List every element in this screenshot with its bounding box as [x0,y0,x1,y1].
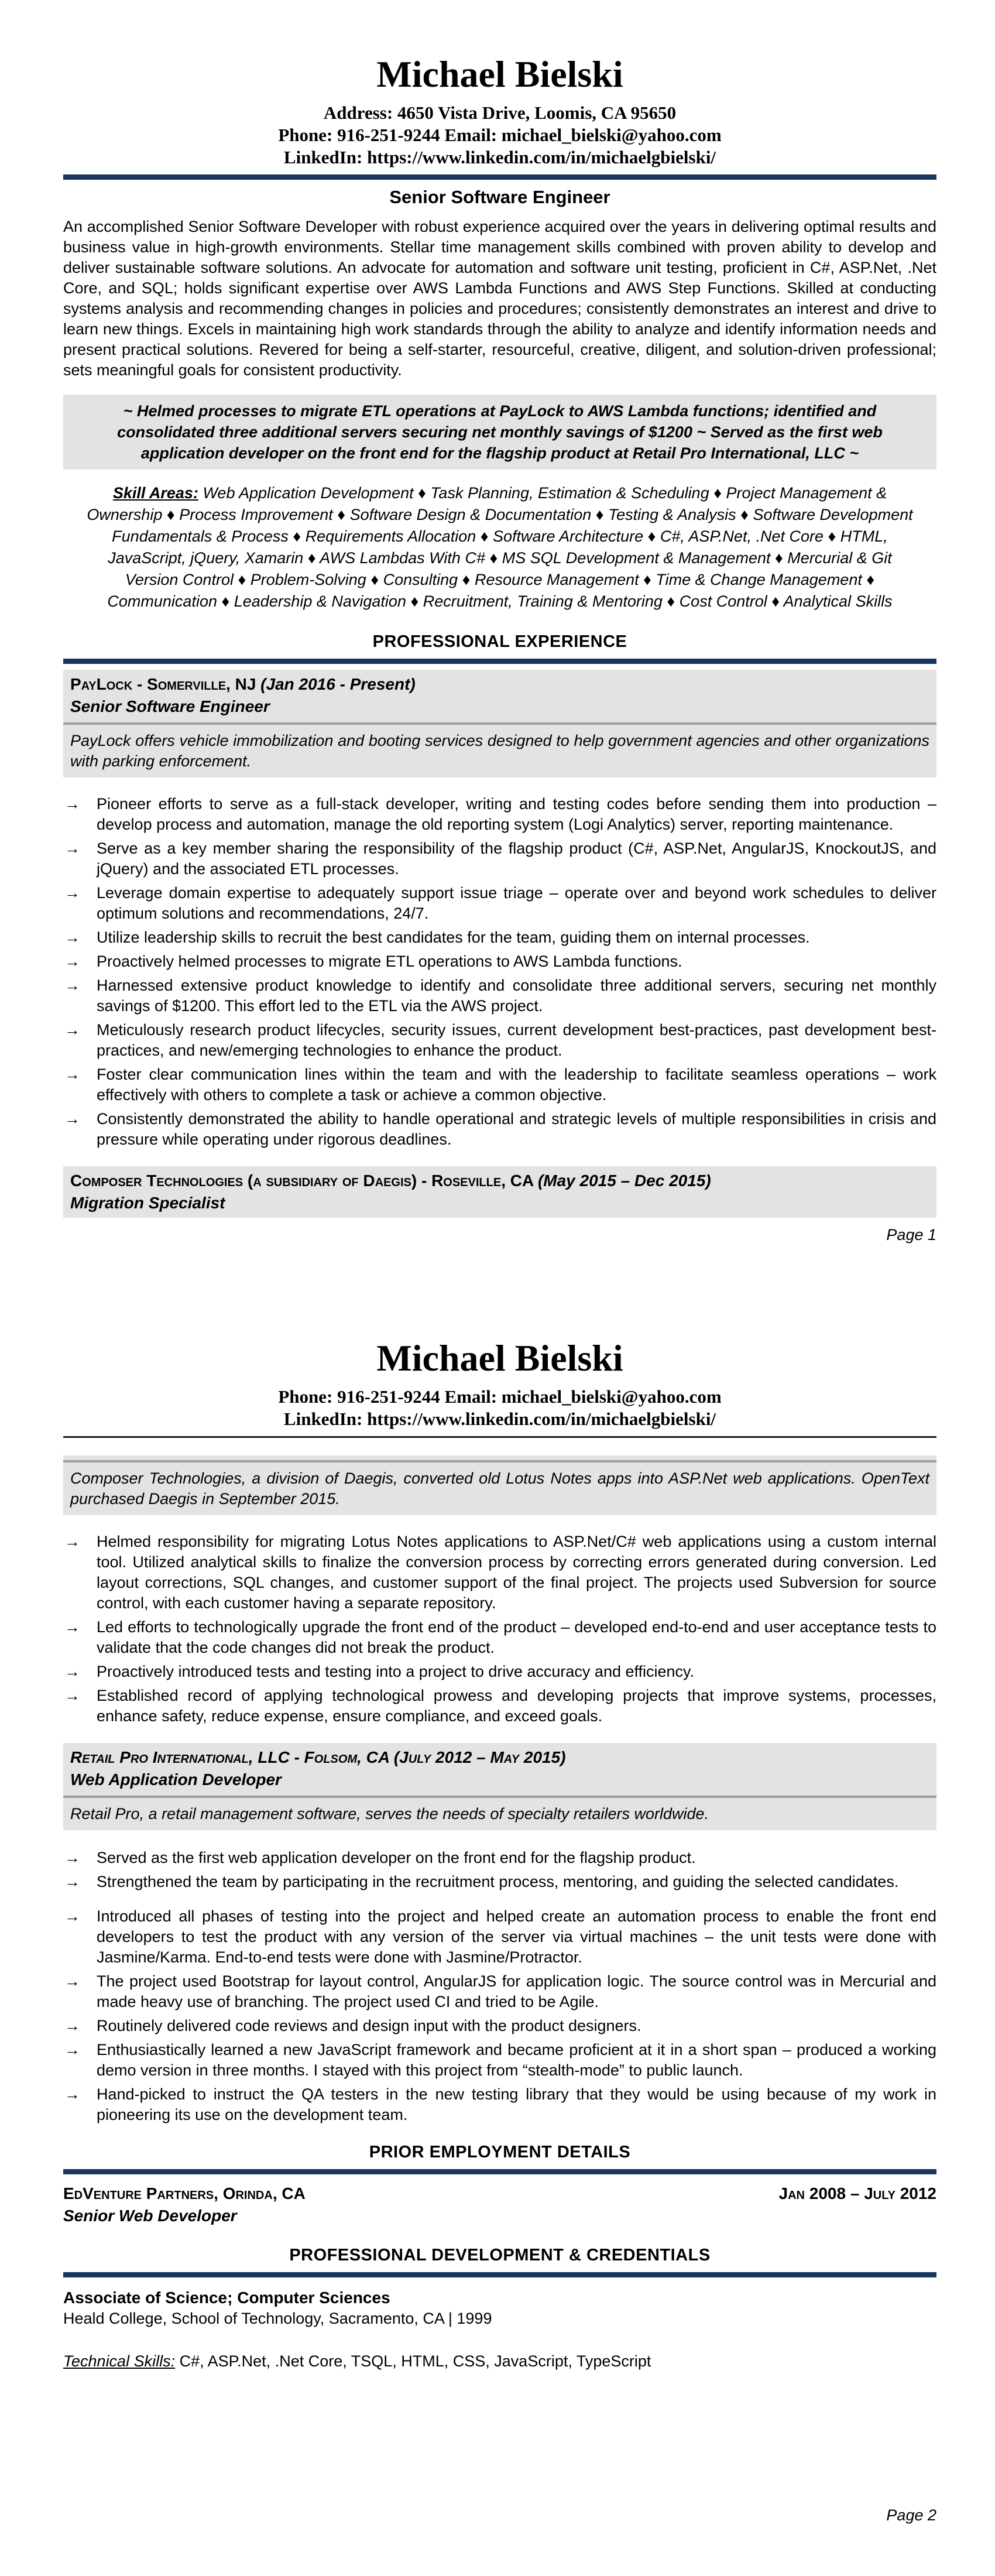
box-divider [63,1460,936,1462]
arrow-bullet-icon: → [64,1849,80,1866]
candidate-name: Michael Bielski [376,53,623,95]
contact-block [63,1386,936,1430]
page-break-gap [0,1245,995,1338]
bullet-text: Led efforts to technologically upgrade the front end of the product – developed end-to-end and user acceptance tests to validate that the code changes did not break the product. [97,1618,936,1656]
skill-areas-block [63,482,936,612]
arrow-bullet-icon: → [64,953,80,970]
education-degree: Associate of Science; Computer Sciences [63,2289,390,2307]
company-name: Retail Pro International, LLC - Folsom, CA [70,1748,394,1766]
company-job-title: Senior Software Engineer [70,697,270,715]
composer-description-box [63,1455,936,1515]
company-job-title: Senior Web Developer [63,2207,237,2225]
arrow-bullet-icon: → [64,929,80,946]
bullet-item [63,2084,936,2125]
bullet-text: Routinely delivered code reviews and design input with the product designers. [97,2017,641,2034]
arrow-bullet-icon: → [64,977,80,994]
composer-bullet-list [63,1532,936,1727]
arrow-bullet-icon: → [64,1972,80,1990]
arrow-bullet-icon: → [64,1066,80,1083]
contact-phone-email-line: Phone: 916-251-9244 Email: michael_bielski@yahoo.com [278,125,722,145]
bullet-text: Harnessed extensive product knowledge to identify and consolidate three additional servers, securing net monthly savings of $1200. This effort led to the ETL via the AWS project. [97,977,936,1015]
arrow-bullet-icon: → [64,1618,80,1636]
bullet-text: Helmed responsibility for migrating Lotus Notes applications to ASP.Net/C# web applications using a custom internal tool. Utilized analytical skills to finalize the conversion process by correcting errors generated during conversion. Led layout corrections, SQL changes, and customer support of the final project. The projects used Subversion for source control, with each customer having a separate repository. [97,1533,936,1612]
bullet-item [63,951,936,972]
section-divider-rule [63,2169,936,2174]
bullet-text: Meticulously research product lifecycles, security issues, current development best-practices, past development best-practices, and new/emerging technologies to enhance the product. [97,1021,936,1059]
company-dates: Jan 2008 – July 2012 [778,2184,936,2202]
bullet-text: Introduced all phases of testing into the project and helped create an automation process to enable the front end developers to test the product with any version of the server via virtual machines – the unit tests were done with Jasmine/Karma. End-to-end tests were done with Jasmine/Protractor. [97,1907,936,1966]
bullet-item [63,1906,936,1968]
contact-linkedin-line: LinkedIn: https://www.linkedin.com/in/michaelgbielski/ [283,1409,716,1429]
arrow-bullet-icon: → [64,840,80,857]
page-2-footer: Page 2 [886,2506,936,2524]
company-name: Composer Technologies (a subsidiary of Daegis) - Roseville, CA [70,1171,538,1190]
section-divider-rule [63,659,936,664]
bullet-text: Served as the first web application developer on the front end for the flagship product. [97,1849,696,1866]
company-dates: (May 2015 – Dec 2015) [537,1171,711,1190]
skill-areas-label: Skill Areas: [112,484,198,502]
bullet-text: Enthusiastically learned a new JavaScript framework and became proficient at it in a short span – produced a working demo version in three months. I stayed with this project from “stealth-mode” to public launch. [97,2041,936,2079]
company-dates: (July 2012 – May 2015) [393,1748,566,1766]
arrow-bullet-icon: → [64,1110,80,1128]
bullet-text: Serve as a key member sharing the responsibility of the flagship product (C#, ASP.Net, AngularJS, KnockoutJS, and jQuery) and the associated ETL processes. [97,840,936,878]
bullet-item [63,1109,936,1150]
arrow-bullet-icon: → [64,884,80,902]
section-heading-professional-experience: PROFESSIONAL EXPERIENCE [372,632,627,651]
company-description: PayLock offers vehicle immobilization and booting services designed to help government agencies and other organizations with parking enforcement. [70,732,929,770]
company-description: Composer Technologies, a division of Daegis, converted old Lotus Notes apps into ASP.Net web applications. OpenText purchased Daegis in September 2015. [70,1469,929,1508]
bullet-item [63,1020,936,1061]
section-heading-professional-development: PROFESSIONAL DEVELOPMENT & CREDENTIALS [289,2246,711,2265]
bullet-text: Leverage domain expertise to adequately support issue triage – operate over and beyond work schedules to deliver optimum solutions and recommendations, 24/7. [97,884,936,922]
bullet-text: The project used Bootstrap for layout control, AngularJS for application logic. The source control was in Mercurial and made heavy use of branching. The project used CI and tried to be Agile. [97,1972,936,2010]
retailpro-bullet-list [63,1848,936,2125]
bullet-text: Established record of applying technological prowess and developing projects that improve systems, processes, enhance safety, reduce expense, ensure compliance, and exceed goals. [97,1687,936,1725]
header-divider-rule [63,1436,936,1438]
company-line [63,1746,936,1769]
technical-skills-label: Technical Skills: [63,2352,176,2370]
highlights-callout: ~ Helmed processes to migrate ETL operations at PayLock to AWS Lambda functions; identified and consolidated three additional servers securing net monthly savings of $1200 ~ Served as the first web application developer on the front end for the flagship product at Retail Pro International, LLC ~ [63,395,936,470]
bullet-text: Proactively introduced tests and testing into a project to drive accuracy and efficiency. [97,1663,695,1680]
bullet-text: Foster clear communication lines within the team and with the leadership to facilitate seamless operations – work effectively with others to complete a task or achieve a common objective. [97,1066,936,1104]
bullet-item [63,794,936,835]
bullet-item [63,1532,936,1614]
contact-address-line: Address: 4650 Vista Drive, Loomis, CA 95650 [323,102,677,123]
arrow-bullet-icon: → [64,2085,80,2103]
bullet-item [63,1064,936,1105]
header-divider-rule [63,174,936,180]
arrow-bullet-icon: → [64,1021,80,1039]
page-1-footer: Page 1 [886,1226,936,1244]
arrow-bullet-icon: → [64,1533,80,1550]
job-header-composer [63,1166,936,1218]
arrow-bullet-icon: → [64,2017,80,2034]
candidate-name: Michael Bielski [376,1337,623,1379]
company-name: EdVenture Partners, Orinda, CA [63,2184,306,2202]
bullet-item [63,1617,936,1658]
section-divider-rule [63,2272,936,2277]
company-job-title: Web Application Developer [70,1770,282,1789]
bullet-item [63,2040,936,2081]
bullet-item [63,2016,936,2036]
arrow-bullet-icon: → [64,2041,80,2058]
company-job-title: Migration Specialist [70,1194,225,1212]
page-2 [0,1338,995,2526]
bullet-item [63,1848,936,1868]
bullet-text: Hand-picked to instruct the QA testers in the new testing library that they would be using because of my work in pioneering its use on the development team. [97,2085,936,2123]
job-header-paylock [63,670,936,777]
technical-skills-block [63,2351,936,2372]
company-line [63,1170,936,1192]
edventure-row [63,2184,936,2204]
arrow-bullet-icon: → [64,795,80,813]
bullet-text: Pioneer efforts to serve as a full-stack developer, writing and testing codes before sending them into production – develop process and automation, manage the old reporting system (Logi Analytics) server, reporting maintenance. [97,795,936,833]
bullet-item [63,838,936,879]
arrow-bullet-icon: → [64,1663,80,1680]
box-divider [63,1796,936,1798]
arrow-bullet-icon: → [64,1687,80,1704]
company-line [63,673,936,696]
page-1 [0,0,995,1245]
bullet-text: Utilize leadership skills to recruit the best candidates for the team, guiding them on internal processes. [97,929,810,946]
arrow-bullet-icon: → [64,1873,80,1890]
bullet-item [63,1662,936,1682]
bullet-item [63,1686,936,1727]
bullet-text: Consistently demonstrated the ability to handle operational and strategic levels of multiple responsibilities in crisis and pressure while operating under rigorous deadlines. [97,1110,936,1148]
company-description: Retail Pro, a retail management software, serves the needs of specialty retailers worldwide. [70,1805,709,1823]
bullet-item [63,927,936,948]
contact-linkedin-line: LinkedIn: https://www.linkedin.com/in/michaelgbielski/ [283,147,716,167]
box-divider [63,722,936,725]
headline-job-title: Senior Software Engineer [389,187,610,207]
company-dates: (Jan 2016 - Present) [260,675,416,693]
paylock-bullet-list [63,794,936,1150]
bullet-item [63,1971,936,2012]
technical-skills-list: C#, ASP.Net, .Net Core, TSQL, HTML, CSS, JavaScript, TypeScript [175,2352,651,2370]
bullet-item [63,883,936,924]
job-header-retailpro [63,1743,936,1830]
section-heading-prior-employment: PRIOR EMPLOYMENT DETAILS [369,2143,631,2161]
company-name: PayLock - Somerville, NJ [70,675,261,693]
skill-areas-list: Web Application Development ♦ Task Planning, Estimation & Scheduling ♦ Project Management & Ownership ♦ Process Improvement ♦ Software Design & Documentation ♦ Testing & Analysis ♦ Software Development Fundamentals & Process ♦ Requirements Allocation ♦ Software Architecture ♦ C#, ASP.Net, .Net Core ♦ HTML, JavaScript, jQuery, Xamarin ♦ AWS Lambdas With C# ♦ MS SQL Development & Management ♦ Mercurial & Git Version Control ♦ Problem-Solving ♦ Consulting ♦ Resource Management ♦ Time & Change Management ♦ Communication ♦ Leadership & Navigation ♦ Recruitment, Training & Mentoring ♦ Cost Control ♦ Analytical Skills [87,484,913,610]
education-school: Heald College, School of Technology, Sacramento, CA | 1999 [63,2310,492,2327]
bullet-text: Proactively helmed processes to migrate ETL operations to AWS Lambda functions. [97,953,682,970]
contact-block [63,102,936,169]
arrow-bullet-icon: → [64,1907,80,1925]
contact-phone-email-line: Phone: 916-251-9244 Email: michael_bielski@yahoo.com [278,1386,722,1407]
summary-paragraph: An accomplished Senior Software Developer with robust experience acquired over the years in delivering optimal results and business value in high-growth environments. Stellar time management skills combined with proven ability to develop and deliver sustainable software solutions. An advocate for automation and software unit testing, proficient in C#, ASP.Net, .Net Core, and SQL; holds significant expertise over AWS Lambda Functions and AWS Step Functions. Skilled at conducting systems analysis and recommending changes in policies and procedures; consistently demonstrates an interest and drive to learn new things. Excels in maintaining high work standards through the ability to analyze and identify information needs and present practical solutions. Revered for being a self-starter, resourceful, creative, diligent, and solution-driven professional; sets meaningful goals for consistent productivity. [63,218,936,379]
bullet-item [63,975,936,1016]
bullet-text: Strengthened the team by participating in the recruitment process, mentoring, and guiding the selected candidates. [97,1873,899,1890]
bullet-item [63,1872,936,1892]
